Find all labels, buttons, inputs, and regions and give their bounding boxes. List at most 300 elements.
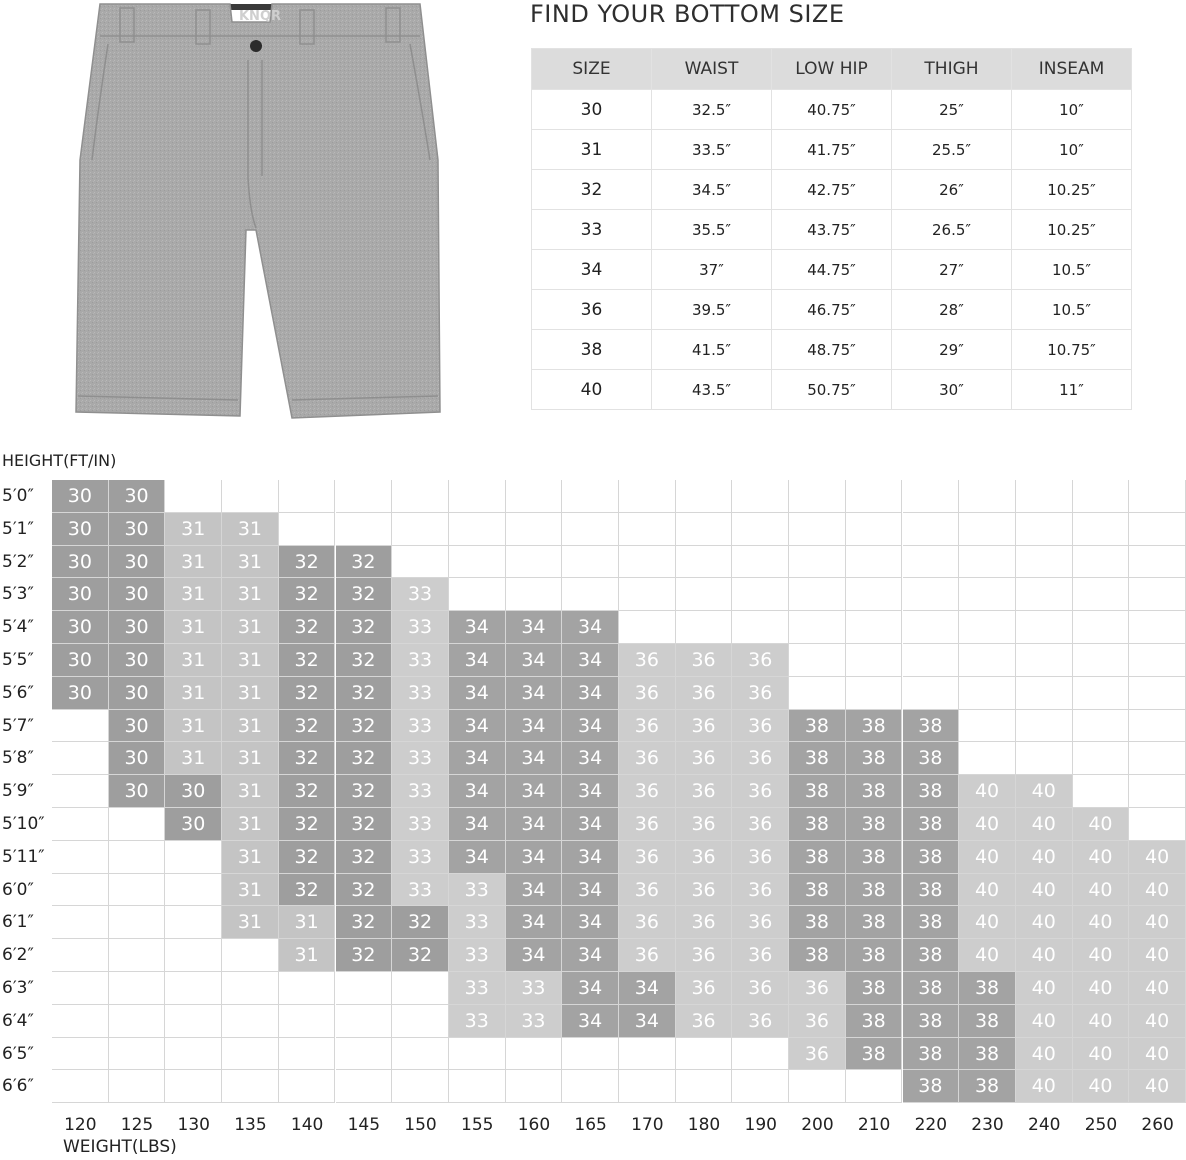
fit-cell	[903, 480, 960, 513]
fit-cell: 36	[676, 906, 733, 939]
fit-cell: 34	[449, 710, 506, 743]
fit-cell	[562, 578, 619, 611]
weight-label: 170	[631, 1115, 664, 1135]
fit-cell: 36	[732, 710, 789, 743]
weight-label: 230	[971, 1115, 1004, 1135]
fit-cell	[1016, 513, 1073, 546]
fit-cell: 31	[279, 906, 336, 939]
fit-cell: 31	[222, 742, 279, 775]
fit-cell	[1073, 513, 1130, 546]
weight-label: 240	[1028, 1115, 1061, 1135]
fit-cell: 36	[676, 710, 733, 743]
fit-cell: 30	[165, 808, 222, 841]
fit-cell	[52, 775, 109, 808]
fit-cell: 32	[279, 611, 336, 644]
fit-cell: 36	[789, 972, 846, 1005]
fit-cell: 32	[336, 939, 393, 972]
fit-cell: 32	[336, 775, 393, 808]
cell-inseam: 11″	[1012, 370, 1132, 410]
fit-cell: 32	[279, 742, 336, 775]
fit-cell: 36	[732, 972, 789, 1005]
fit-cell: 32	[279, 808, 336, 841]
header-size: SIZE	[532, 49, 652, 90]
fit-cell	[1073, 775, 1130, 808]
fit-cell	[1129, 742, 1186, 775]
fit-cell	[789, 1070, 846, 1103]
fit-cell: 33	[392, 578, 449, 611]
fit-cell	[1073, 742, 1130, 775]
fit-cell: 32	[392, 906, 449, 939]
fit-cell	[506, 513, 563, 546]
fit-cell	[959, 611, 1016, 644]
fit-cell	[109, 1070, 166, 1103]
cell-size: 30	[532, 90, 652, 130]
fit-cell: 36	[619, 841, 676, 874]
fit-cell: 33	[449, 939, 506, 972]
fit-cell: 38	[903, 939, 960, 972]
cell-size: 34	[532, 250, 652, 290]
fit-cell	[52, 874, 109, 907]
fit-cell: 36	[676, 972, 733, 1005]
fit-cell: 36	[676, 644, 733, 677]
fit-cell: 38	[903, 742, 960, 775]
fit-cell: 30	[52, 611, 109, 644]
fit-cell	[959, 742, 1016, 775]
fit-cell: 32	[336, 677, 393, 710]
fit-cell	[1129, 710, 1186, 743]
fit-cell: 33	[392, 742, 449, 775]
fit-cell	[52, 1005, 109, 1038]
fit-cell: 33	[449, 972, 506, 1005]
cell-waist: 33.5″	[652, 130, 772, 170]
fit-cell: 31	[222, 841, 279, 874]
fit-cell: 40	[959, 939, 1016, 972]
height-label: 5′11″	[2, 846, 45, 867]
fit-cell	[1129, 775, 1186, 808]
fit-cell	[619, 578, 676, 611]
fit-cell	[165, 1038, 222, 1071]
fit-cell: 32	[336, 546, 393, 579]
cell-inseam: 10.25″	[1012, 210, 1132, 250]
fit-cell: 40	[1129, 939, 1186, 972]
fit-cell: 34	[506, 939, 563, 972]
fit-cell: 30	[109, 513, 166, 546]
fit-cell: 38	[846, 1038, 903, 1071]
weight-label: 220	[914, 1115, 948, 1135]
fit-cell	[392, 513, 449, 546]
fit-cell: 40	[1073, 939, 1130, 972]
fit-cell	[619, 546, 676, 579]
height-label: 5′8″	[2, 748, 34, 769]
fit-cell: 31	[165, 644, 222, 677]
fit-cell: 34	[562, 611, 619, 644]
fit-cell: 33	[392, 841, 449, 874]
height-label: 5′9″	[2, 781, 34, 802]
fit-cell: 34	[506, 808, 563, 841]
fit-cell: 38	[789, 874, 846, 907]
height-label: 6′6″	[2, 1076, 34, 1097]
fit-cell: 34	[449, 808, 506, 841]
size-table-row	[532, 290, 1132, 330]
fit-cell: 31	[165, 578, 222, 611]
fit-cell	[619, 513, 676, 546]
fit-cell: 33	[392, 808, 449, 841]
fit-cell: 38	[846, 906, 903, 939]
cell-low-hip: 48.75″	[772, 330, 892, 370]
fit-cell: 30	[109, 546, 166, 579]
fit-cell: 32	[279, 874, 336, 907]
fit-cell: 32	[336, 644, 393, 677]
fit-cell	[165, 939, 222, 972]
fit-cell	[846, 480, 903, 513]
size-table-row	[532, 170, 1132, 210]
fit-cell: 40	[1016, 775, 1073, 808]
fit-cell	[449, 546, 506, 579]
fit-cell: 38	[789, 906, 846, 939]
cell-thigh: 26.5″	[892, 210, 1012, 250]
cell-low-hip: 42.75″	[772, 170, 892, 210]
fit-cell: 31	[165, 611, 222, 644]
fit-cell: 34	[506, 775, 563, 808]
fit-cell: 33	[506, 972, 563, 1005]
fit-cell: 40	[959, 906, 1016, 939]
fit-cell: 36	[676, 775, 733, 808]
fit-cell	[449, 480, 506, 513]
fit-cell	[1073, 710, 1130, 743]
fit-cell: 30	[165, 775, 222, 808]
fit-cell: 38	[846, 841, 903, 874]
fit-cell: 38	[846, 775, 903, 808]
size-table-row	[532, 90, 1132, 130]
fit-cell	[336, 513, 393, 546]
fit-cell: 33	[392, 644, 449, 677]
fit-cell	[449, 513, 506, 546]
fit-cell: 32	[279, 677, 336, 710]
fit-cell	[732, 480, 789, 513]
fit-cell: 34	[562, 972, 619, 1005]
fit-cell: 34	[506, 710, 563, 743]
height-label: 6′0″	[2, 879, 34, 900]
fit-cell	[619, 1070, 676, 1103]
fit-cell	[1129, 513, 1186, 546]
fit-cell	[109, 874, 166, 907]
fit-cell	[52, 906, 109, 939]
fit-cell: 38	[846, 808, 903, 841]
fit-cell: 36	[619, 808, 676, 841]
weight-label: 180	[687, 1115, 721, 1135]
fit-cell	[109, 1005, 166, 1038]
cell-thigh: 27″	[892, 250, 1012, 290]
fit-cell: 30	[52, 513, 109, 546]
fit-cell: 40	[959, 808, 1016, 841]
fit-cell	[903, 513, 960, 546]
cell-low-hip: 41.75″	[772, 130, 892, 170]
fit-cell	[676, 1070, 733, 1103]
fit-cell	[1073, 611, 1130, 644]
fit-cell	[903, 644, 960, 677]
fit-cell: 32	[336, 710, 393, 743]
fit-cell: 40	[1129, 906, 1186, 939]
fit-cell: 31	[222, 775, 279, 808]
fit-cell	[732, 1038, 789, 1071]
fit-cell: 33	[449, 1005, 506, 1038]
fit-cell: 33	[392, 611, 449, 644]
fit-cell: 40	[1016, 1070, 1073, 1103]
fit-cell: 36	[619, 906, 676, 939]
fit-cell: 31	[165, 513, 222, 546]
fit-cell: 38	[903, 1005, 960, 1038]
fit-cell: 40	[1073, 1005, 1130, 1038]
height-label: 5′2″	[2, 551, 34, 572]
fit-cell	[109, 1038, 166, 1071]
fit-cell: 30	[109, 644, 166, 677]
fit-cell	[676, 611, 733, 644]
fit-cell: 30	[52, 480, 109, 513]
weight-label: 135	[234, 1115, 267, 1135]
fit-cell	[1129, 546, 1186, 579]
fit-cell: 31	[222, 677, 279, 710]
fit-cell: 38	[846, 972, 903, 1005]
fit-cell: 36	[732, 939, 789, 972]
fit-cell: 34	[562, 1005, 619, 1038]
fit-cell	[52, 1070, 109, 1103]
fit-cell	[1016, 644, 1073, 677]
cell-waist: 35.5″	[652, 210, 772, 250]
weight-label: 130	[177, 1115, 210, 1135]
size-table-row	[532, 250, 1132, 290]
fit-cell	[789, 644, 846, 677]
fit-cell	[506, 546, 563, 579]
fit-cell	[903, 546, 960, 579]
fit-cell: 32	[279, 775, 336, 808]
fit-cell: 36	[732, 677, 789, 710]
weight-label: 125	[120, 1115, 154, 1135]
fit-cell: 31	[165, 710, 222, 743]
cell-size: 33	[532, 210, 652, 250]
fit-cell: 33	[449, 906, 506, 939]
cell-low-hip: 44.75″	[772, 250, 892, 290]
fit-cell	[1129, 578, 1186, 611]
fit-cell: 40	[1073, 841, 1130, 874]
fit-cell	[222, 1070, 279, 1103]
fit-cell: 34	[449, 841, 506, 874]
fit-cell: 31	[222, 611, 279, 644]
fit-cell: 40	[1073, 808, 1130, 841]
fit-cell: 34	[619, 1005, 676, 1038]
fit-cell: 34	[506, 906, 563, 939]
fit-cell: 31	[222, 808, 279, 841]
fit-cell	[222, 1005, 279, 1038]
fit-cell: 38	[846, 939, 903, 972]
cell-size: 32	[532, 170, 652, 210]
fit-cell: 36	[619, 644, 676, 677]
fit-cell: 40	[1016, 906, 1073, 939]
fit-cell	[732, 1070, 789, 1103]
fit-cell: 36	[619, 775, 676, 808]
cell-low-hip: 43.75″	[772, 210, 892, 250]
fit-cell: 38	[789, 742, 846, 775]
fit-cell	[109, 808, 166, 841]
weight-label: 260	[1141, 1115, 1174, 1135]
fit-cell	[676, 480, 733, 513]
fit-cell: 40	[1016, 972, 1073, 1005]
fit-cell	[1073, 677, 1130, 710]
fit-cell	[279, 480, 336, 513]
weight-axis-title: WEIGHT(LBS)	[63, 1137, 177, 1157]
fit-cell	[222, 480, 279, 513]
height-label: 5′5″	[2, 650, 34, 670]
fit-cell	[562, 1070, 619, 1103]
fit-cell	[1016, 611, 1073, 644]
fit-cell: 33	[392, 710, 449, 743]
fit-cell	[959, 480, 1016, 513]
fit-cell	[1073, 644, 1130, 677]
fit-cell: 38	[903, 1070, 960, 1103]
size-fit-grid	[52, 480, 1186, 1104]
weight-labels	[52, 1115, 1186, 1137]
cell-inseam: 10.5″	[1012, 250, 1132, 290]
fit-cell: 34	[562, 808, 619, 841]
fit-cell	[506, 480, 563, 513]
fit-cell: 40	[1016, 874, 1073, 907]
cell-size: 31	[532, 130, 652, 170]
cell-low-hip: 40.75″	[772, 90, 892, 130]
fit-cell	[959, 677, 1016, 710]
fit-cell	[789, 513, 846, 546]
fit-cell	[789, 677, 846, 710]
fit-cell	[1073, 480, 1130, 513]
cell-low-hip: 50.75″	[772, 370, 892, 410]
fit-cell: 31	[222, 906, 279, 939]
fit-cell: 34	[562, 841, 619, 874]
fit-cell: 40	[1129, 874, 1186, 907]
fit-cell: 38	[903, 710, 960, 743]
fit-cell	[392, 1070, 449, 1103]
fit-cell	[846, 513, 903, 546]
fit-cell	[1016, 480, 1073, 513]
cell-waist: 37″	[652, 250, 772, 290]
fit-cell: 36	[732, 906, 789, 939]
fit-cell: 40	[959, 775, 1016, 808]
weight-label: 190	[744, 1115, 777, 1135]
fit-cell: 36	[732, 775, 789, 808]
shorts-product-image	[70, 0, 450, 425]
fit-cell: 38	[903, 1038, 960, 1071]
fit-cell: 38	[846, 874, 903, 907]
fit-cell: 36	[676, 1005, 733, 1038]
fit-cell	[732, 513, 789, 546]
weight-label: 210	[857, 1115, 891, 1135]
fit-cell: 34	[449, 677, 506, 710]
weight-label: 250	[1084, 1115, 1118, 1135]
fit-cell	[165, 841, 222, 874]
fit-cell	[52, 742, 109, 775]
fit-cell: 36	[619, 939, 676, 972]
fit-cell: 31	[165, 546, 222, 579]
fit-cell: 31	[222, 546, 279, 579]
fit-cell	[732, 546, 789, 579]
height-label: 6′4″	[2, 1010, 34, 1031]
cell-size: 40	[532, 370, 652, 410]
fit-cell: 40	[1016, 841, 1073, 874]
fit-cell	[109, 841, 166, 874]
fit-cell: 38	[959, 1070, 1016, 1103]
fit-cell: 32	[279, 578, 336, 611]
fit-cell	[676, 513, 733, 546]
cell-low-hip: 46.75″	[772, 290, 892, 330]
fit-cell	[789, 611, 846, 644]
fit-cell	[392, 1005, 449, 1038]
fit-cell	[52, 972, 109, 1005]
fit-cell: 30	[109, 480, 166, 513]
fit-cell: 30	[52, 578, 109, 611]
fit-cell	[336, 972, 393, 1005]
cell-inseam: 10.5″	[1012, 290, 1132, 330]
fit-cell: 36	[676, 677, 733, 710]
fit-cell	[959, 644, 1016, 677]
fit-cell: 38	[846, 710, 903, 743]
fit-cell: 38	[959, 1038, 1016, 1071]
cell-size: 38	[532, 330, 652, 370]
cell-thigh: 28″	[892, 290, 1012, 330]
fit-cell	[903, 578, 960, 611]
fit-cell	[789, 480, 846, 513]
fit-cell	[165, 480, 222, 513]
cell-inseam: 10.75″	[1012, 330, 1132, 370]
cell-inseam: 10.25″	[1012, 170, 1132, 210]
fit-cell: 38	[903, 906, 960, 939]
fit-cell: 30	[52, 677, 109, 710]
fit-cell: 36	[619, 710, 676, 743]
fit-cell	[392, 1038, 449, 1071]
fit-cell	[392, 546, 449, 579]
fit-cell: 34	[562, 677, 619, 710]
fit-cell: 40	[1073, 1070, 1130, 1103]
fit-cell	[222, 1038, 279, 1071]
fit-cell: 33	[392, 677, 449, 710]
fit-cell: 34	[506, 611, 563, 644]
fit-cell: 38	[789, 710, 846, 743]
fit-cell: 34	[506, 874, 563, 907]
fit-cell: 34	[506, 742, 563, 775]
fit-cell: 40	[959, 874, 1016, 907]
height-label: 6′1″	[2, 912, 34, 933]
fit-cell: 34	[562, 874, 619, 907]
fit-cell: 32	[336, 611, 393, 644]
fit-cell: 36	[732, 874, 789, 907]
height-label: 5′6″	[2, 682, 34, 703]
weight-label: 140	[290, 1115, 324, 1135]
fit-cell	[336, 1005, 393, 1038]
cell-waist: 41.5″	[652, 330, 772, 370]
fit-cell: 40	[1129, 841, 1186, 874]
fit-cell	[959, 546, 1016, 579]
fit-cell	[562, 546, 619, 579]
fit-cell: 32	[279, 644, 336, 677]
fit-cell	[165, 874, 222, 907]
fit-cell	[846, 578, 903, 611]
fit-cell: 34	[562, 939, 619, 972]
fit-cell	[52, 808, 109, 841]
fit-cell	[676, 546, 733, 579]
fit-cell: 40	[1073, 874, 1130, 907]
fit-cell	[52, 710, 109, 743]
fit-cell: 36	[732, 644, 789, 677]
fit-cell: 32	[279, 841, 336, 874]
fit-cell: 30	[109, 710, 166, 743]
height-label: 5′7″	[2, 715, 34, 736]
fit-cell	[789, 546, 846, 579]
